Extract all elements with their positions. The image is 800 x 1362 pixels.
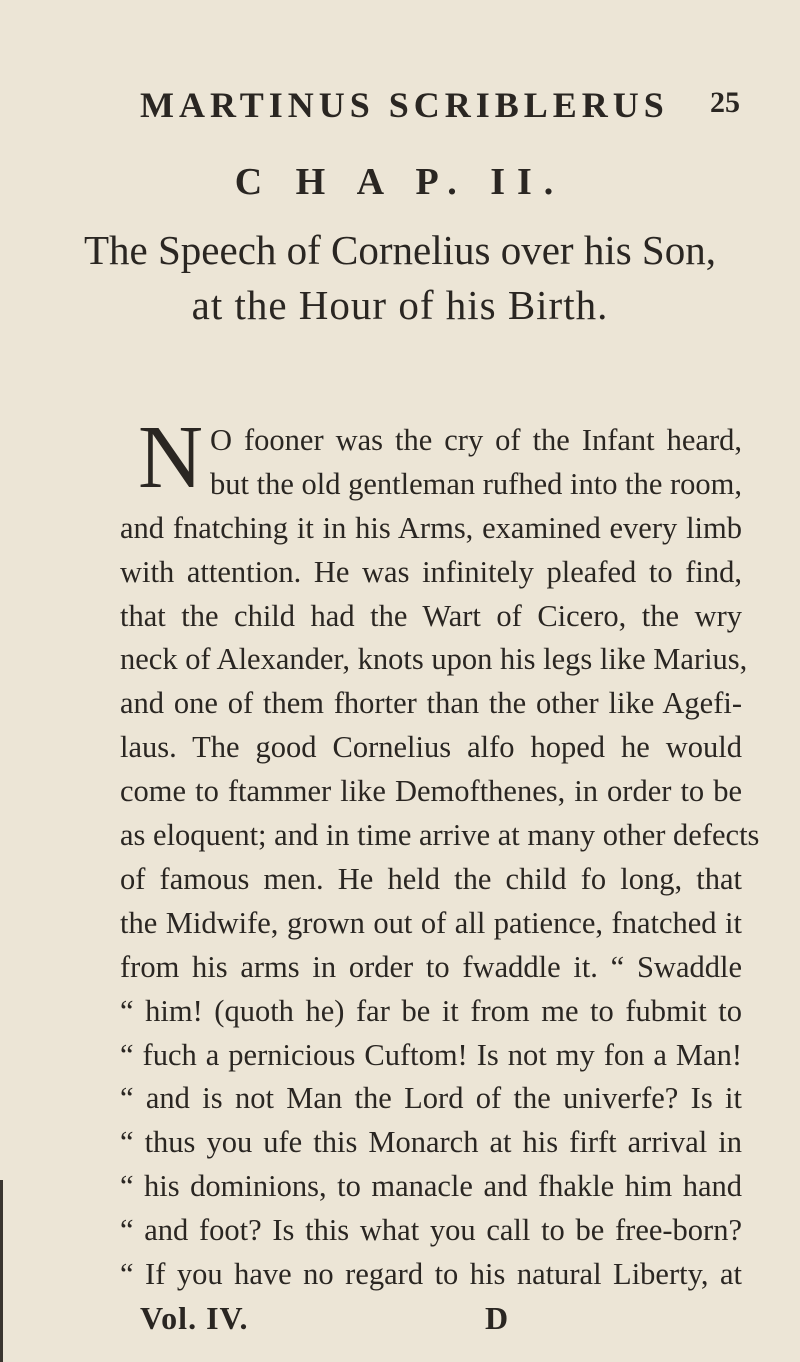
text-line: “ and is not Man the Lord of the univerfe? Is it <box>120 1081 742 1115</box>
page-edge-shadow <box>0 1180 3 1362</box>
text-line: as eloquent; and in time arrive at many other defects <box>120 818 760 852</box>
text-line: from his arms in order to fwaddle it. “ Swaddle <box>120 950 742 984</box>
text-line: laus. The good Cornelius alfo hoped he would <box>120 730 742 764</box>
volume-label: Vol. IV. <box>140 1300 249 1336</box>
chapter-title-line-1: The Speech of Cornelius over his Son, <box>84 227 716 273</box>
text-line: and one of them fhorter than the other like Agefi- <box>120 686 742 720</box>
text-line: neck of Alexander, knots upon his legs like Marius, <box>120 642 748 676</box>
text-line: “ thus you ufe this Monarch at his firft arrival in <box>120 1125 742 1159</box>
text-line: of famous men. He held the child fo long, that <box>120 862 742 896</box>
text-line: “ him! (quoth he) far be it from me to fubmit to <box>120 994 742 1028</box>
page-number: 25 <box>710 86 740 119</box>
text-line: “ his dominions, to manacle and fhakle him hand <box>120 1169 742 1203</box>
text-line: and fnatching it in his Arms, examined every limb <box>120 511 742 545</box>
text-line: come to ftammer like Demofthenes, in order to be <box>120 774 742 808</box>
text-line: O fooner was the cry of the Infant heard, <box>210 423 742 457</box>
text-line: “ and foot? Is this what you call to be free-born? <box>120 1213 742 1247</box>
signature-mark: D <box>485 1300 509 1336</box>
page-footer <box>140 1300 620 1340</box>
text-line: with attention. He was infinitely pleafed to find, <box>120 555 742 589</box>
text-line: that the child had the Wart of Cicero, the wry <box>120 599 742 633</box>
text-line: but the old gentleman rufhed into the room, <box>210 467 742 501</box>
chapter-heading: C H A P. II. <box>234 161 566 203</box>
text-line: “ If you have no regard to his natural Liberty, at <box>120 1257 742 1291</box>
running-head-title: MARTINUS SCRIBLERUS <box>140 85 669 125</box>
drop-cap: N <box>138 408 203 507</box>
text-line: “ fuch a pernicious Cuftom! Is not my fon a Man! <box>120 1038 742 1072</box>
running-head <box>140 84 740 124</box>
chapter-title-line-2: at the Hour of his Birth. <box>191 282 609 328</box>
text-line: the Midwife, grown out of all patience, fnatched it <box>120 906 742 940</box>
